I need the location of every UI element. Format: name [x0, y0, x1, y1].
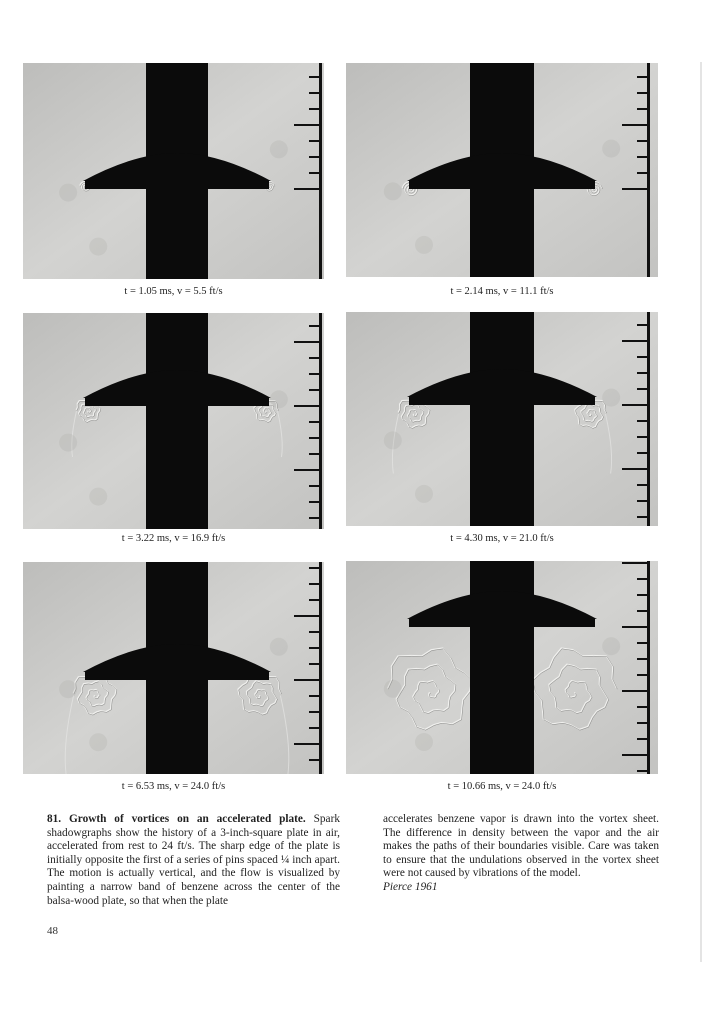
background-smudge [602, 389, 620, 407]
scale-pin [637, 420, 650, 422]
scale-pin [637, 156, 650, 158]
scale-pin [309, 647, 322, 649]
scale-pin [309, 172, 322, 174]
shadowgraph-image [346, 312, 658, 526]
shadowgraph-image [23, 313, 324, 529]
background-smudge [270, 638, 288, 656]
scale-pin [309, 76, 322, 78]
background-smudge [59, 680, 77, 698]
scale-pin [309, 501, 322, 503]
background-smudge [59, 434, 77, 452]
scale-bar [319, 63, 322, 279]
background-smudge [415, 485, 433, 503]
shadowgraph-panel-2 [346, 63, 658, 277]
model-stem [470, 312, 534, 526]
scale-pin [637, 500, 650, 502]
figure-body-right: accelerates benzene vapor is drawn into the vortex sheet. The difference in density between the vapor and the air makes the paths of their boundaries visible. Care was taken to ensure that the undulations observed in the vortex sheet were not caused by vibrations of the model. [383, 813, 659, 880]
page-number: 48 [47, 925, 58, 937]
scale-pin [637, 108, 650, 110]
scale-pin [637, 674, 650, 676]
scale-pin [637, 722, 650, 724]
shadowgraph-panel-6 [346, 561, 658, 774]
scale-pin [309, 727, 322, 729]
scale-pin [294, 188, 322, 190]
scale-pin [294, 743, 322, 745]
scale-pin [637, 356, 650, 358]
model-plate-edge [409, 618, 595, 627]
scale-pin [637, 706, 650, 708]
shadowgraph-panel-3 [23, 313, 324, 529]
shadowgraph-panel-5 [23, 562, 324, 774]
scale-pin [294, 679, 322, 681]
figure-title: Growth of vortices on an accelerated plate. [68, 813, 314, 825]
background-smudge [384, 182, 402, 200]
scale-pin [637, 324, 650, 326]
shadowgraph-image [23, 63, 324, 279]
figure-body-left: Spark shadowgraphs show the history of a 3-inch-square plate in air, accelerated from rest to 24 ft/s. The sharp edge of the plate is initially opposite the first of a series of pins spaced ¼ inch apart. The motion is actually vertical, and the flow is visualized by painting a narrow band of benzene across the center of the balsa-wood plate, so that when the plate [47, 813, 340, 907]
background-smudge [384, 431, 402, 449]
shadowgraph-image [346, 63, 658, 277]
scale-pin [637, 578, 650, 580]
background-smudge [89, 238, 107, 256]
scale-pin [309, 156, 322, 158]
shadowgraph-panel-4 [346, 312, 658, 526]
scale-pin [294, 615, 322, 617]
scale-pin [637, 372, 650, 374]
page-edge [700, 62, 702, 962]
scale-pin [637, 388, 650, 390]
scale-pin [637, 516, 650, 518]
scale-bar [647, 312, 650, 526]
scale-pin [309, 631, 322, 633]
scale-pin [309, 599, 322, 601]
background-smudge [59, 184, 77, 202]
scale-pin [309, 92, 322, 94]
background-smudge [270, 140, 288, 158]
scale-pin [309, 421, 322, 423]
shadowgraph-image [346, 561, 658, 774]
background-smudge [384, 680, 402, 698]
scale-pin [309, 711, 322, 713]
scale-pin [637, 738, 650, 740]
shadowgraph-panel-1 [23, 63, 324, 279]
figure-description-right [383, 813, 659, 895]
background-smudge [89, 733, 107, 751]
scale-pin [637, 770, 650, 772]
scale-pin [637, 642, 650, 644]
figure-description-left [47, 813, 340, 908]
scale-pin [622, 188, 650, 190]
shadowgraph-image [23, 562, 324, 774]
scale-pin [622, 562, 650, 564]
scale-pin [309, 663, 322, 665]
scale-pin [309, 437, 322, 439]
scale-pin [622, 124, 650, 126]
scale-pin [294, 124, 322, 126]
scale-pin [309, 140, 322, 142]
scale-bar [647, 561, 650, 774]
scale-pin [622, 468, 650, 470]
model-plate-edge [85, 671, 269, 680]
background-smudge [415, 236, 433, 254]
scale-pin [637, 172, 650, 174]
scale-pin [309, 517, 322, 519]
model-plate-edge [409, 180, 595, 189]
scale-pin [637, 658, 650, 660]
scale-pin [637, 452, 650, 454]
scale-pin [309, 325, 322, 327]
scale-pin [622, 754, 650, 756]
scale-pin [637, 92, 650, 94]
scale-pin [309, 759, 322, 761]
scale-pin [309, 485, 322, 487]
scale-pin [637, 436, 650, 438]
scale-pin [622, 340, 650, 342]
scale-pin [637, 76, 650, 78]
model-plate-edge [85, 397, 269, 406]
scale-bar [647, 63, 650, 277]
background-smudge [89, 488, 107, 506]
scale-pin [622, 404, 650, 406]
model-plate-edge [409, 396, 595, 405]
scale-bar [319, 562, 322, 774]
background-smudge [270, 390, 288, 408]
citation: Pierce 1961 [383, 880, 438, 893]
panel-caption-5: t = 6.53 ms, v = 24.0 ft/s [121, 781, 226, 792]
panel-caption-1: t = 1.05 ms, v = 5.5 ft/s [124, 286, 223, 297]
model-stem [146, 313, 208, 529]
background-smudge [602, 140, 620, 158]
panel-caption-3: t = 3.22 ms, v = 16.9 ft/s [121, 533, 226, 544]
scale-pin [309, 567, 322, 569]
scale-pin [637, 610, 650, 612]
scale-pin [309, 373, 322, 375]
scale-pin [294, 341, 322, 343]
panel-caption-4: t = 4.30 ms, v = 21.0 ft/s [450, 533, 554, 544]
scale-pin [294, 469, 322, 471]
scale-pin [622, 626, 650, 628]
panel-caption-2: t = 2.14 ms, v = 11.1 ft/s [450, 286, 554, 297]
figure-number: 81. [47, 813, 69, 825]
scale-pin [622, 690, 650, 692]
background-smudge [415, 733, 433, 751]
scale-pin [309, 583, 322, 585]
scale-pin [309, 695, 322, 697]
panel-caption-6: t = 10.66 ms, v = 24.0 ft/s [447, 781, 557, 792]
model-plate-edge [85, 180, 269, 189]
scale-pin [637, 594, 650, 596]
scale-pin [309, 357, 322, 359]
scale-pin [637, 484, 650, 486]
scale-pin [294, 405, 322, 407]
scale-pin [309, 108, 322, 110]
scale-pin [637, 140, 650, 142]
scale-pin [309, 389, 322, 391]
scale-pin [309, 453, 322, 455]
background-smudge [602, 637, 620, 655]
